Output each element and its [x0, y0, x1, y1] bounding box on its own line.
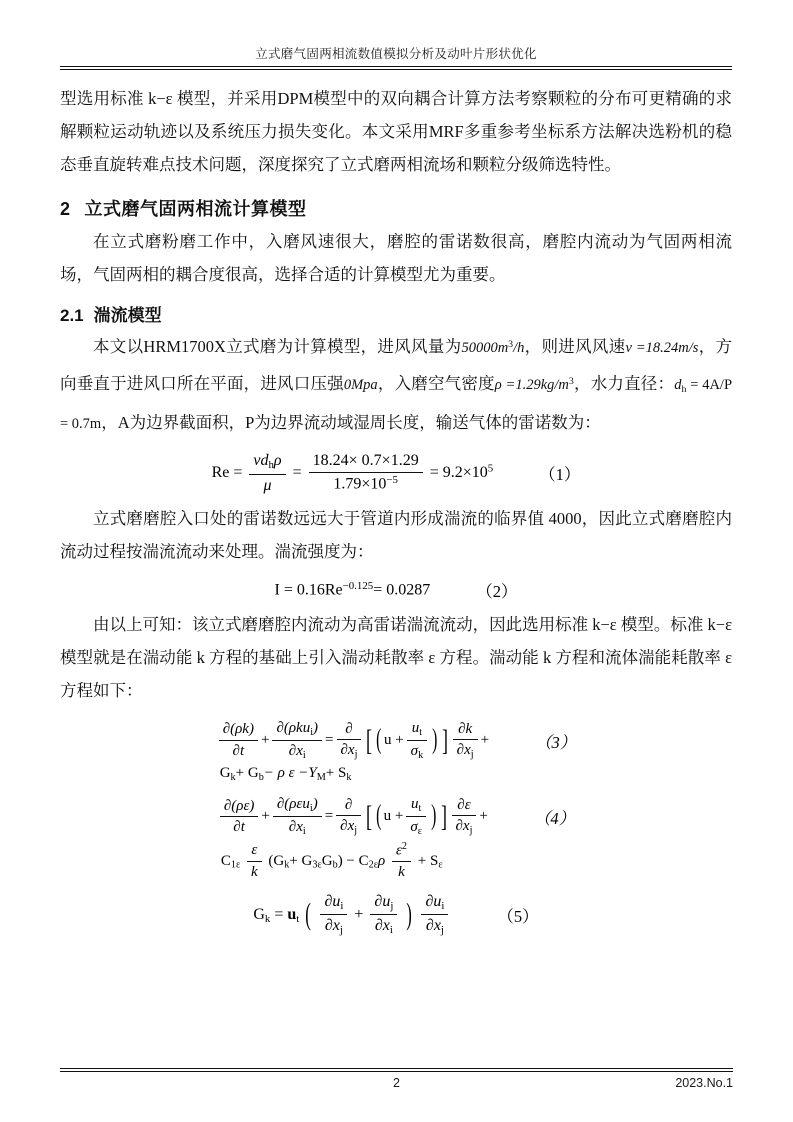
- eq4-frac2-n-sub: i: [309, 802, 313, 814]
- equation-2-body: [274, 580, 430, 600]
- eq4-paren-close: ): [431, 800, 437, 832]
- eq3-inner-frac-d-sub: k: [418, 750, 424, 762]
- eq3-frac2-n-b: ): [313, 719, 319, 736]
- eq5-lhs-sub: k: [264, 912, 271, 925]
- eq1-result-exponent: 5: [487, 462, 494, 475]
- eq3-frac2-n: [272, 719, 322, 742]
- equation-2: [60, 578, 732, 602]
- eq5-frac1-n: [320, 892, 347, 916]
- eq4-inner-frac-d-a: σ: [410, 819, 418, 836]
- dh-symbol: d: [674, 377, 682, 394]
- eq5-frac1-d-sub: j: [339, 924, 343, 937]
- eq4-frac2-n-a: ∂(ρεu: [276, 795, 310, 812]
- eq3-frac4-d-a: ∂x: [456, 742, 471, 759]
- eq4-l2-frac-1: [247, 841, 262, 882]
- equation-3: [60, 719, 732, 783]
- value-density: [495, 377, 574, 393]
- eq3-plus-1: +: [260, 732, 270, 749]
- eq4-inner-frac: [406, 795, 426, 839]
- eq5-frac2-d: [370, 915, 397, 938]
- eq5-u: u: [287, 905, 297, 923]
- eq4-inner-u: u +: [383, 808, 404, 825]
- eq3-paren-close: ): [432, 724, 438, 756]
- equation-1: [60, 451, 732, 496]
- eq3-frac3-d-a: ∂x: [340, 742, 355, 759]
- eq3-paren-open: (: [376, 724, 382, 756]
- eq4-inner-frac-n: [406, 795, 426, 818]
- eq3-frac2-n-sub: i: [310, 726, 314, 738]
- text-run-a: 本文以HRM1700X立式磨为计算模型，进风风量为: [93, 337, 462, 357]
- eq3-frac-3: [337, 720, 362, 762]
- equation-4-line-1: [217, 795, 575, 839]
- eq4-l2-mid2-sub: 3ε: [312, 859, 322, 871]
- eq4-frac2-d-a: ∂x: [288, 819, 303, 836]
- eq4-l2-c1-sub: 1ε: [230, 859, 241, 871]
- header-rule-thick: [60, 66, 732, 67]
- eq2-tail: = 0.0287: [373, 581, 431, 599]
- equation-3-line-1: [216, 719, 577, 763]
- eq5-frac2-d-sub: i: [389, 924, 393, 937]
- text-run-c: ，方向垂直于进风口所在平面，进风口压强: [60, 337, 733, 394]
- eq4-l2-mid2: + G: [289, 852, 313, 869]
- eq4-frac3-d-a: ∂x: [340, 818, 355, 835]
- eq4-frac1-d: ∂t: [233, 819, 245, 836]
- eq3-frac2-d-sub: i: [302, 750, 306, 762]
- eq3-inner-frac-n: [407, 719, 428, 742]
- eq5-frac-2: [370, 892, 397, 938]
- eq4-l2-mid-sub: k: [284, 859, 290, 871]
- equation-4: [60, 795, 732, 882]
- page-sheet: [60, 44, 732, 1074]
- eq4-l2-rho: ρ: [378, 852, 386, 869]
- value-velocity: v =18.24m/s: [625, 340, 699, 357]
- eq4-frac-1: [220, 797, 259, 838]
- eq4-l2-tail: + S: [417, 852, 439, 869]
- eq4-l2-mid3-sub: b: [332, 859, 338, 871]
- eq3-bracket-close: ]: [441, 723, 448, 757]
- eq5-frac2-n-a: ∂u: [374, 892, 391, 910]
- flow-rate-exponent: 3: [508, 339, 514, 350]
- footer-row: [60, 1072, 733, 1090]
- eq1-frac1-denominator: μ: [263, 476, 272, 494]
- eq4-frac-4: [452, 796, 477, 838]
- eq3-l2-sub1: k: [230, 771, 236, 783]
- eq4-inner-frac-d-sub: ε: [417, 826, 422, 838]
- eq5-frac2-d-a: ∂x: [374, 917, 390, 935]
- eq5-frac3-d: [421, 915, 448, 938]
- eq3-frac-1: [219, 720, 258, 761]
- footer-rule-thick: [60, 1068, 733, 1069]
- section-2-title: 立式磨气固两相流计算模型: [84, 199, 307, 219]
- eq5-frac3-n-a: ∂u: [425, 892, 442, 910]
- section-2-number: 2: [60, 199, 71, 219]
- eq4-equals: =: [324, 808, 334, 825]
- paragraph-turbulence-model: [60, 328, 732, 441]
- eq5-frac-3: [421, 892, 448, 938]
- eq5-equals: =: [274, 905, 284, 923]
- eq5-frac3-d-sub: j: [440, 924, 444, 937]
- eq4-bracket-open: [: [366, 799, 373, 833]
- header-rule-thin: [60, 69, 732, 70]
- dh-subscript: h: [681, 384, 687, 395]
- eq3-frac-4: [453, 720, 478, 762]
- eq3-frac2-d-a: ∂x: [288, 743, 303, 760]
- eq5-frac2-n-sub: j: [390, 899, 394, 912]
- eq3-l2-d: + S: [325, 764, 347, 781]
- flow-rate-unit: /h: [513, 340, 525, 357]
- eq1-frac1-numerator: [249, 451, 285, 475]
- eq4-bracket-close: ]: [440, 799, 447, 833]
- equation-5: [60, 892, 732, 938]
- eq3-bracket-open: [: [366, 723, 373, 757]
- eq4-frac2-d-sub: i: [302, 826, 306, 838]
- equation-1-number: （1）: [539, 465, 581, 485]
- eq5-u-sub: t: [296, 912, 300, 925]
- eq5-frac1-d: [320, 915, 347, 938]
- eq4-l2-frac2-n-sup: 2: [401, 840, 407, 852]
- eq5-plus: +: [354, 905, 364, 923]
- eq4-l2-frac2-n-a: ε: [395, 842, 402, 859]
- eq4-frac-3: [336, 796, 361, 838]
- eq3-frac4-d: [453, 740, 478, 762]
- equation-3-line-2: [216, 765, 577, 783]
- eq4-l2-c2-sub: 2ε: [368, 859, 379, 871]
- eq1-frac1-n-a: vd: [253, 452, 269, 469]
- heading-section-2: [60, 195, 732, 221]
- eq5-lhs: G: [253, 905, 265, 923]
- text-run-d: ，入磨空气密度: [377, 374, 495, 394]
- equation-4-line-2: [217, 841, 575, 882]
- value-flow-rate: [461, 340, 524, 356]
- eq4-frac3-d-sub: j: [354, 825, 358, 837]
- eq5-frac3-d-a: ∂x: [425, 917, 441, 935]
- eq3-l2-sub2: b: [258, 771, 264, 783]
- equation-1-body: [212, 451, 494, 496]
- eq4-frac3-n: ∂: [336, 796, 361, 817]
- eq4-l2-frac2-n: [392, 841, 411, 862]
- equation-5-body: [253, 892, 451, 938]
- eq3-frac4-n: ∂k: [453, 720, 478, 741]
- page-number: 2: [393, 1076, 400, 1090]
- eq4-l2-c1: C: [220, 852, 231, 869]
- eq1-frac2-denominator: [309, 473, 423, 495]
- equation-4-stack: [217, 795, 575, 882]
- equation-4-number: （4）: [533, 808, 576, 828]
- eq5-frac1-n-a: ∂u: [324, 892, 341, 910]
- eq3-frac4-d-sub: j: [470, 749, 474, 761]
- eq4-inner-frac-n-a: u: [410, 795, 419, 812]
- eq4-inner-frac-n-sub: t: [418, 802, 422, 814]
- eq1-result: = 9.2×10: [429, 463, 488, 481]
- eq3-frac3-d: [337, 740, 362, 762]
- eq5-paren-open: (: [305, 896, 312, 931]
- page-footer: [60, 1068, 733, 1090]
- eq4-l2-mid3: G: [321, 852, 333, 869]
- eq4-frac1-n: ∂(ρε): [220, 797, 259, 818]
- equation-3-stack: [216, 719, 577, 783]
- eq4-frac2-d: [273, 817, 322, 839]
- eq1-frac2-d-a: 1.79×10: [333, 476, 387, 494]
- section-2-1-title: 湍流模型: [93, 306, 162, 325]
- dh-expression: = 4A/P = 0.7m: [60, 377, 733, 432]
- eq4-l2-frac1-d: k: [250, 863, 258, 880]
- eq3-l2-a: G: [219, 764, 231, 781]
- eq5-frac-1: [320, 892, 347, 938]
- eq4-l2-frac-2: [392, 841, 411, 882]
- eq4-l2-tail-sub: ε: [438, 859, 443, 871]
- paragraph-section-2: 在立式磨粉磨工作中，入磨风速很大，磨腔的雷诺数很高，磨腔内流动为气固两相流场，气固两相的耦合度很高，选择合适的计算模型尤为重要。: [60, 232, 732, 284]
- eq3-inner-frac-d: [407, 741, 428, 763]
- equation-3-number: （3）: [535, 732, 577, 752]
- eq3-inner-u: u +: [383, 732, 404, 749]
- eq3-inner-frac-n-sub: t: [419, 726, 423, 738]
- density-value: ρ =1.29kg/m: [494, 377, 569, 394]
- issue-label: 2023.No.1: [675, 1076, 733, 1090]
- eq5-paren-close: ): [406, 896, 413, 931]
- eq3-equals: =: [325, 732, 334, 749]
- eq3-frac1-d: ∂t: [232, 743, 245, 760]
- eq4-plus-1: +: [261, 808, 270, 825]
- eq3-frac1-n: ∂(ρk): [219, 720, 258, 741]
- eq4-l2-frac2-d: k: [398, 863, 405, 880]
- eq3-frac-2: [272, 719, 322, 763]
- eq4-frac4-d: [452, 816, 477, 838]
- paragraph-k-epsilon: 由以上可知：该立式磨磨腔内流动为高雷诺湍流流动，因此选用标准 k−ε 模型。标准 k−ε 模型就是在湍动能 k 方程的基础上引入湍动耗散率 ε 方程。湍动能 k 方程和流体湍能耗散率 ε 方程如下：: [60, 614, 732, 700]
- eq3-inner-frac: [407, 719, 428, 763]
- eq5-frac2-n: [370, 892, 397, 916]
- eq5-frac1-d-a: ∂x: [324, 917, 340, 935]
- text-run-f: ，A为边界截面积，P为边界流动域湿周长度，输送气体的雷诺数为：: [101, 413, 601, 432]
- eq1-lhs: Re =: [211, 463, 243, 481]
- eq1-frac2-numerator: 18.24× 0.7×1.29: [309, 451, 423, 473]
- eq1-fraction-1: [249, 451, 285, 496]
- section-2-1-number: 2.1: [60, 306, 84, 325]
- footer-left-spacer: [60, 1076, 63, 1090]
- eq3-frac2-d: [272, 741, 322, 763]
- eq3-frac2-n-a: ∂(ρku: [276, 719, 311, 736]
- eq3-tail-plus: +: [480, 732, 490, 749]
- value-pressure: 0Mpa: [343, 377, 378, 394]
- eq3-l2-sub3: M: [316, 771, 326, 783]
- eq5-frac3-n-sub: i: [441, 899, 445, 912]
- eq4-l2-frac1-n: ε: [247, 841, 262, 862]
- text-run-e: ，水力直径：: [573, 374, 675, 394]
- eq4-frac2-n-b: ): [312, 795, 318, 812]
- eq2-exponent: −0.125: [342, 579, 374, 592]
- heading-section-2-1: [60, 301, 732, 326]
- eq1-equals-1: =: [292, 463, 302, 481]
- eq4-frac4-d-a: ∂x: [455, 818, 470, 835]
- eq3-inner-frac-n-a: u: [411, 719, 420, 736]
- eq4-l2-mid: (G: [268, 852, 285, 869]
- eq4-frac2-n: [273, 795, 322, 818]
- flow-rate-value: 50000m: [461, 340, 509, 357]
- eq1-frac1-n-sub: h: [268, 459, 274, 472]
- eq4-frac3-d: [336, 816, 361, 838]
- eq4-frac4-n: ∂ε: [452, 796, 477, 817]
- eq4-inner-frac-d: [406, 817, 426, 839]
- eq5-frac3-n: [421, 892, 448, 916]
- eq3-l2-sub4: k: [346, 771, 352, 783]
- eq4-l2-mid4: ) − C: [337, 852, 369, 869]
- eq4-paren-open: (: [376, 800, 382, 832]
- eq3-inner-frac-d-a: σ: [410, 743, 419, 760]
- eq1-frac2-d-sup: −5: [386, 474, 398, 487]
- eq4-frac-2: [273, 795, 322, 839]
- density-exponent: 3: [568, 376, 574, 388]
- eq1-fraction-2: [309, 451, 423, 495]
- eq3-frac3-d-sub: j: [354, 749, 358, 761]
- eq5-frac1-n-sub: i: [340, 899, 344, 912]
- text-run-b: ，则进风风速: [524, 337, 626, 357]
- running-head: 立式磨气固两相流数值模拟分析及动叶片形状优化: [255, 47, 537, 61]
- eq1-frac1-n-b: ρ: [273, 452, 282, 469]
- paragraph-reynolds: 立式磨磨腔入口处的雷诺数远远大于管道内形成湍流的临界值 4000，因此立式磨磨腔内流动过程按湍流流动来处理。湍流强度为：: [60, 508, 732, 561]
- eq2-text: I = 0.16Re: [274, 581, 343, 599]
- paragraph-continuation: 型选用标准 k−ε 模型，并采用DPM模型中的双向耦合计算方法考察颗粒的分布可更精确的求解颗粒运动轨迹以及系统压力损失变化。本文采用MRF多重参考坐标系方法解决选粉机的稳态垂直旋转难点技术问题，深度探究了立式磨两相流场和颗粒分级筛选特性。: [60, 89, 732, 174]
- eq3-frac3-n: ∂: [337, 720, 362, 741]
- equation-2-number: （2）: [476, 581, 518, 601]
- eq3-l2-c: − ρ ε −Y: [263, 764, 317, 781]
- eq4-frac4-d-sub: j: [469, 825, 473, 837]
- equation-5-number: （5）: [497, 906, 539, 926]
- eq3-l2-b: + G: [235, 764, 259, 781]
- eq4-tail-plus: +: [479, 808, 488, 825]
